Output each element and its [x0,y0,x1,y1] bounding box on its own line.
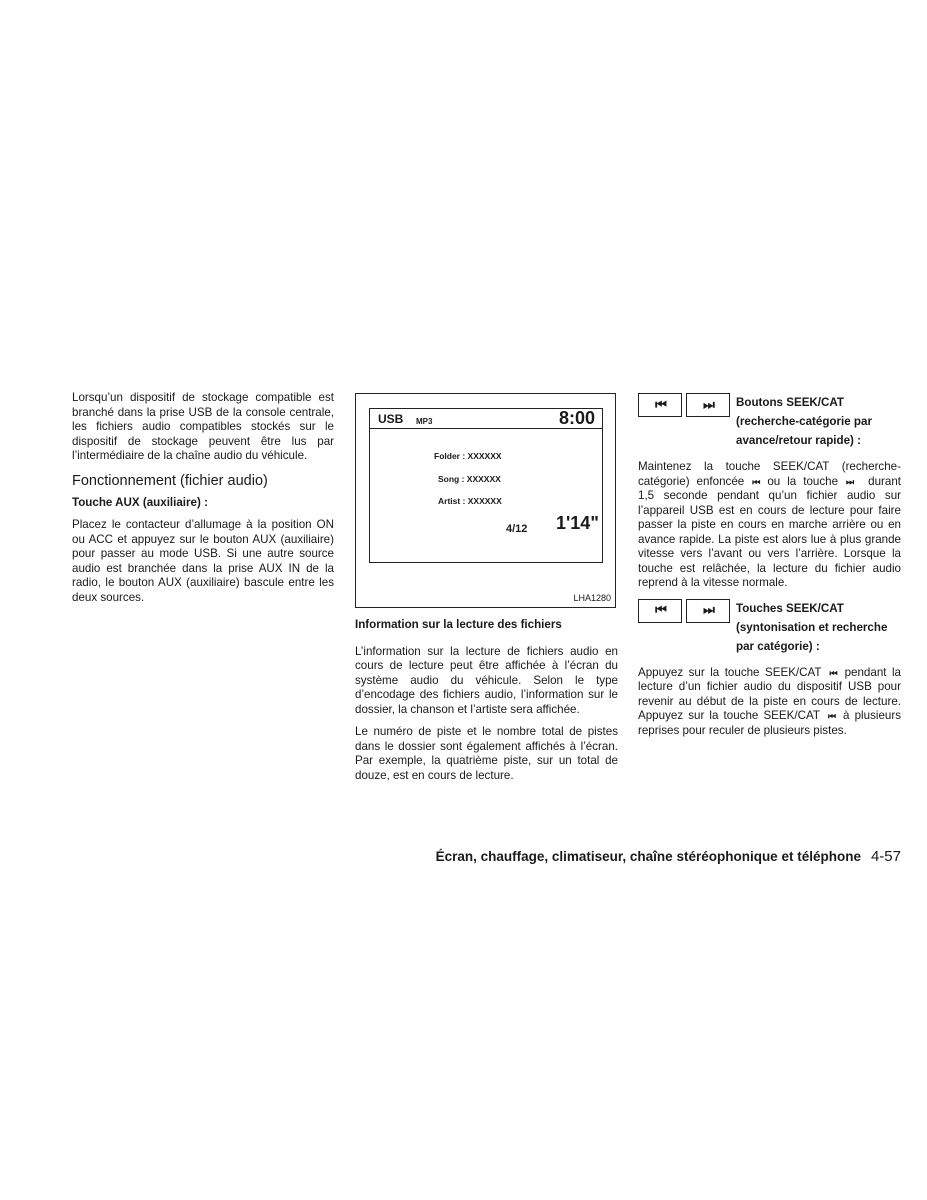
right-column [638,393,901,746]
seek-p2-part-a: Appuyez sur la touche SEEK/CAT [638,665,822,679]
page-number: 4-57 [870,848,901,865]
seek-block-1 [638,393,901,450]
page-footer [436,848,901,865]
prev-track-icon: ⏮ [752,476,760,487]
seek-p1-part-c: durant 1,5 seconde pendant qu’un fichier audio sur l’appareil USB est en cours de lecture pour faire passer la piste en cours en marche arrière ou en avance rapide. La piste est alors lue à plus grande vitesse vers l’avant ou vers l’arrière. Lorsque la touche est relâchée, la lecture du fichier audio reprend à la vitesse normale. [638,474,902,589]
display-clock: 8:00 [558,408,595,428]
prev-track-icon-2: ⏮ [829,667,837,678]
seek-block-2 [638,599,901,656]
figure-caption: Information sur la lecture des fichiers [355,618,562,631]
next-track-icon: ⏭ [846,476,854,487]
intro-paragraph: Lorsqu’un dispositif de stockage compatible est branché dans la prise USB de la console centrale, les fichiers audio compatibles stockés sur le dispositif de stockage peuvent être lus par l’intermédiaire de la chaîne audio du véhicule. [72,391,334,462]
prev-track-icon-3: ⏮ [827,711,836,721]
figure-label: LHA1280 [573,592,611,603]
aux-heading: Touche AUX (auxiliaire) : [72,495,208,509]
display-folder: Folder : XXXXXX [434,451,502,461]
seek-title-1: Boutons SEEK/CAT (recherche-catégorie par avance/retour rapide) : [736,396,872,447]
display-artist: Artist : XXXXXX [438,496,502,506]
seek-next-icon: ⏭ [686,393,730,417]
display-divider [369,428,603,429]
seek-next-icon-2: ⏭ [686,599,730,623]
seek-button-pair [638,393,730,417]
display-song: Song : XXXXXX [438,474,501,484]
left-column [72,391,334,613]
display-mp3-label: MP3 [416,417,433,426]
display-track: 4/12 [506,523,528,535]
display-usb-label: USB [378,412,404,426]
seek-p2-part-b: pendant la lecture d’un fichier audio du dispositif USB pour revenir au début de la piste en cours de lecture. Appuyez sur la touche SEEK/CAT [638,665,902,722]
seek-paragraph-2 [638,666,901,739]
seek-p2-part-c: à plusieurs reprises pour reculer de plusieurs pistes. [638,709,901,737]
seek-title-2: Touches SEEK/CAT (syntonisation et recherche par catégorie) : [736,601,888,653]
seek-prev-icon: ⏮ [638,393,682,417]
footer-title: Écran, chauffage, climatiseur, chaîne stéréophonique et téléphone [435,849,861,864]
section-heading: Fonctionnement (fichier audio) [72,472,268,489]
info-paragraph-1: L’information sur la lecture de fichiers audio en cours de lecture peut être affichée à l’écran du système audio du véhicule. Selon le type d’encodage des fichiers audio, l’information sur le dossier, la chanson et l’artiste sera affichée. [355,644,618,716]
seek-paragraph-1 [638,460,901,591]
seek-prev-icon-2: ⏮ [638,599,682,623]
seek-p1-part-b: ou la touche [767,474,839,488]
seek-p1-part-a: Maintenez la touche SEEK/CAT (recherche-catégorie) enfoncée [638,460,901,488]
audio-display-figure [355,393,616,608]
display-elapsed-time: 1'14" [556,513,599,533]
middle-column [355,393,618,791]
info-paragraph-2: Le numéro de piste et le nombre total de pistes dans le dossier sont également affichés à l’écran. Par exemple, la quatrième piste, sur un total de douze, est en cours de lecture. [355,725,618,782]
seek-button-pair-2 [638,599,730,623]
aux-paragraph: Placez le contacteur d’allumage à la position ON ou ACC et appuyez sur le bouton AUX (auxiliaire) pour passer au mode USB. Si une autre source audio est branchée dans la prise AUX IN de la radio, le bouton AUX (auxiliaire) bascule entre les deux sources. [72,518,334,604]
